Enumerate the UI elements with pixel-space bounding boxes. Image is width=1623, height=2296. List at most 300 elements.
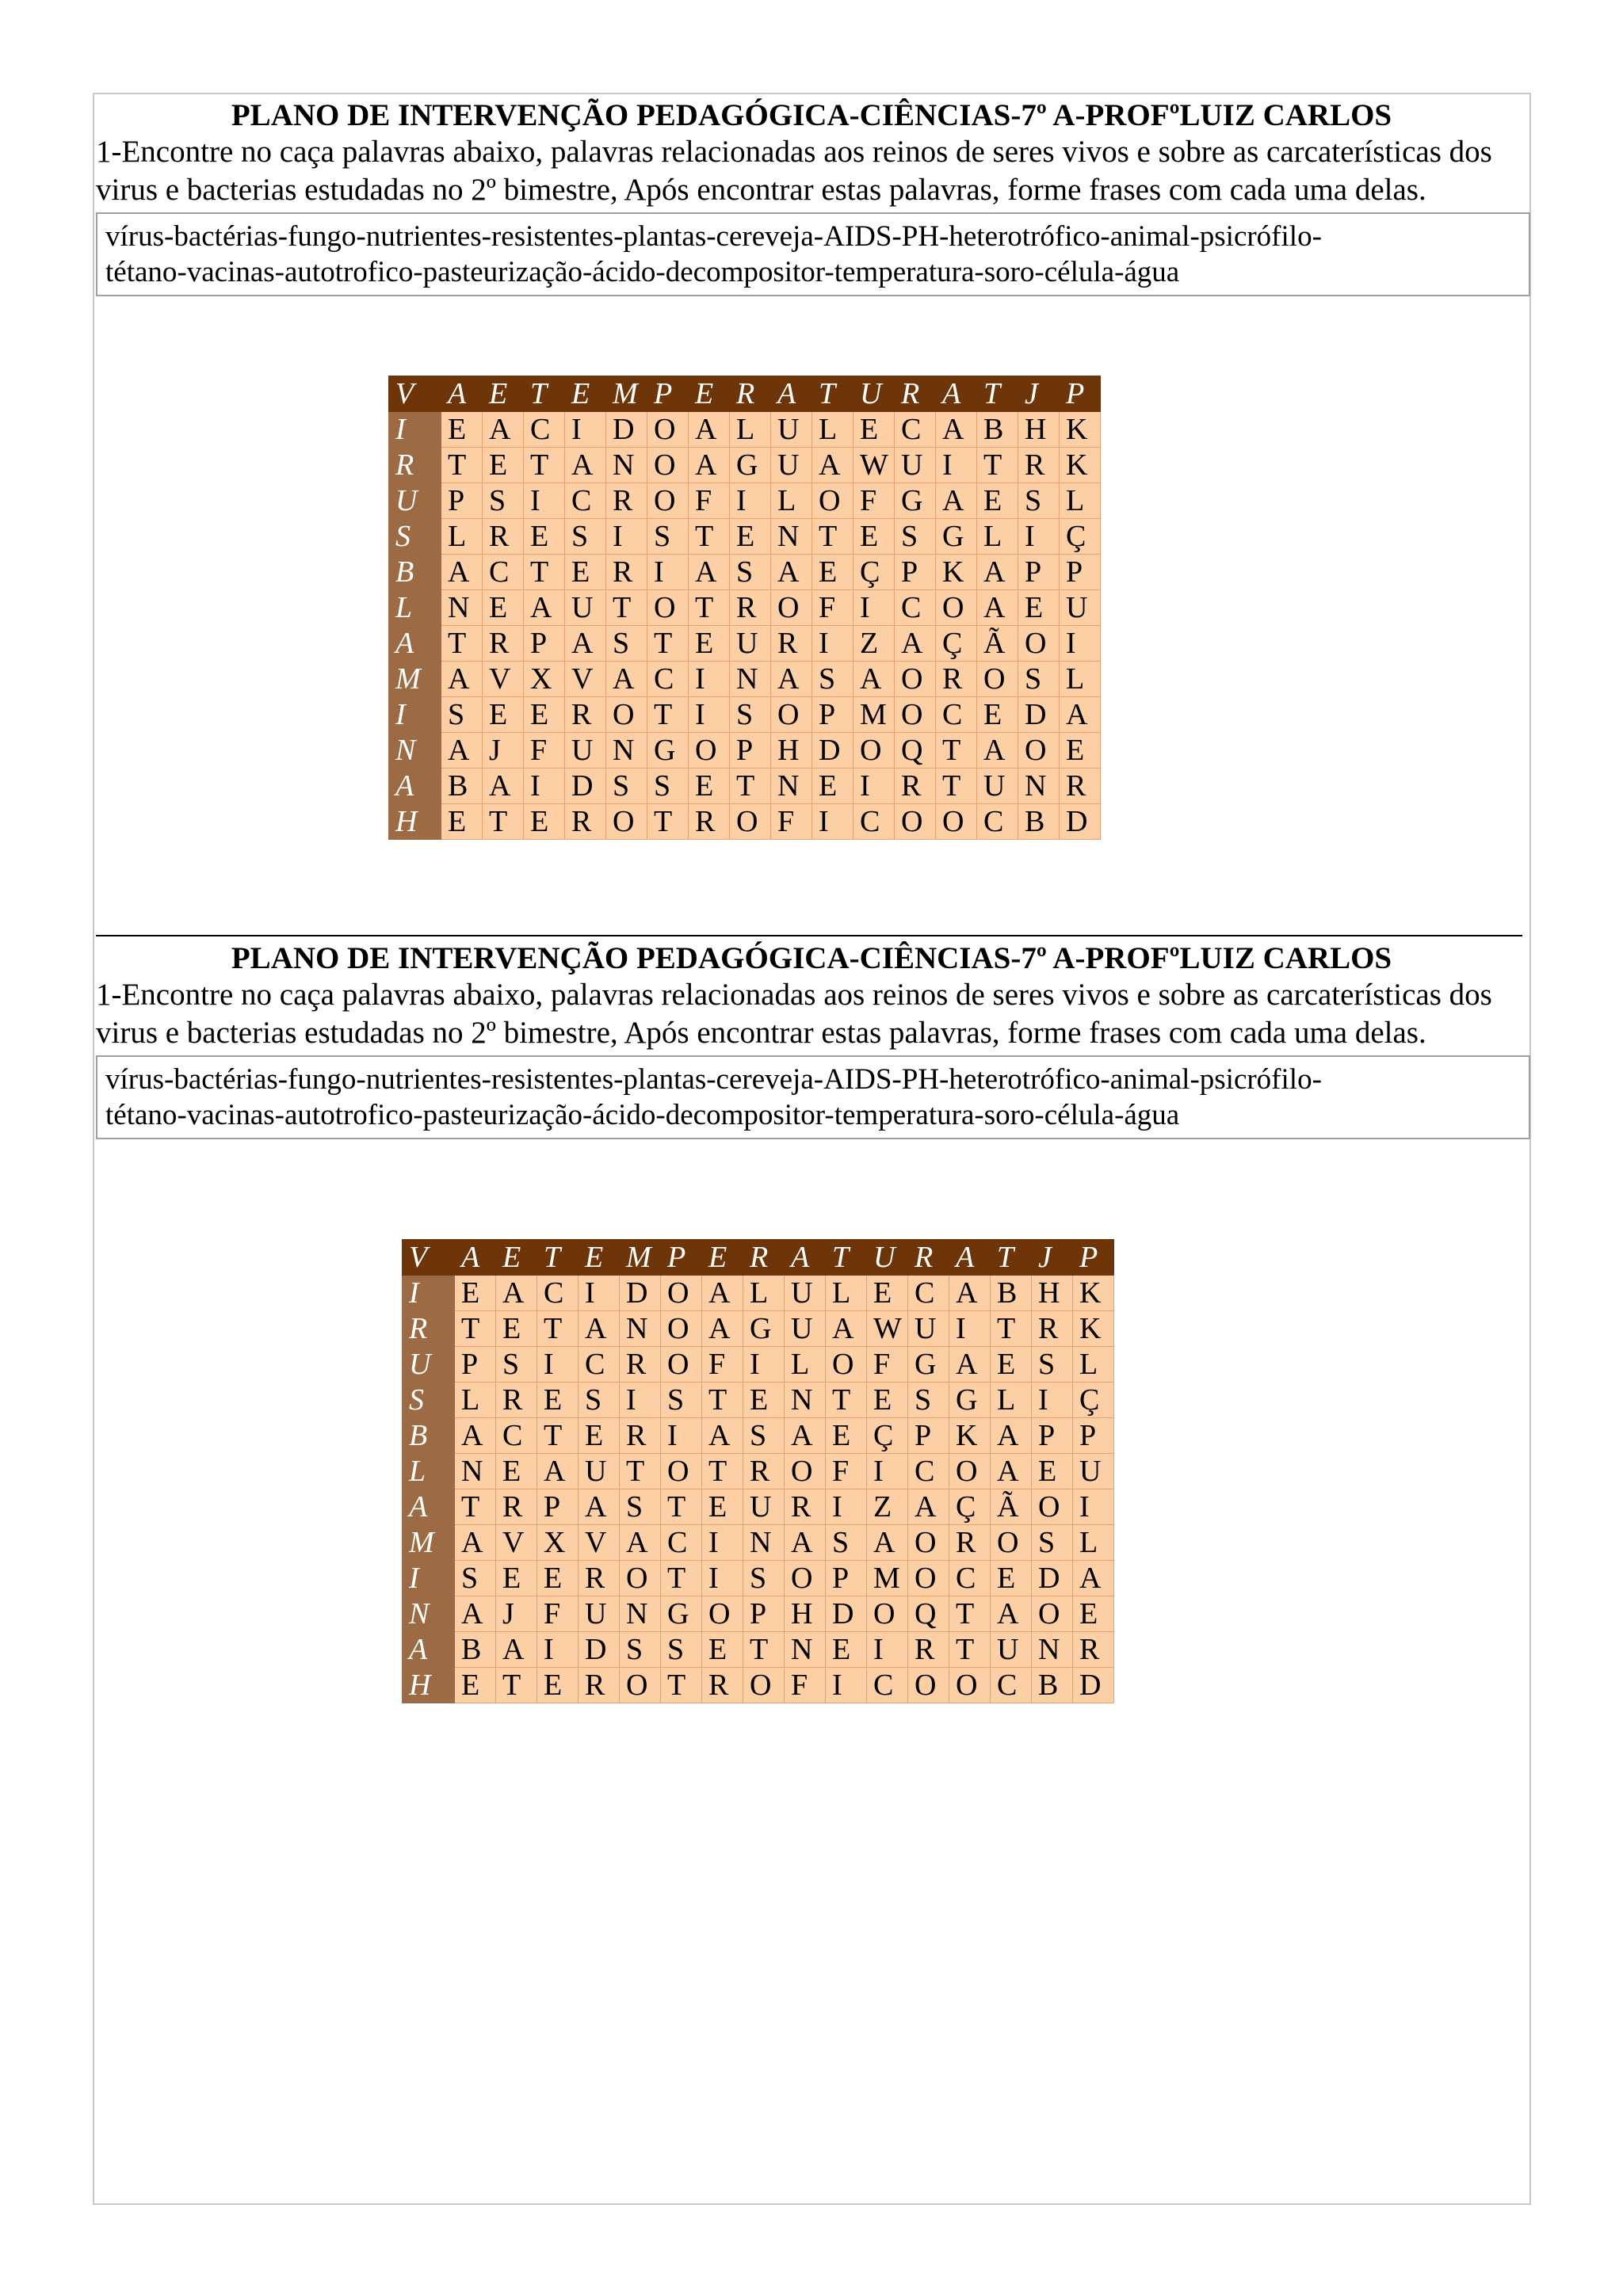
grid-cell: E	[496, 1454, 537, 1489]
grid-cell: T	[524, 555, 565, 590]
grid-cell: I	[812, 626, 854, 662]
grid-cell: E	[689, 376, 730, 412]
grid-cell: D	[1060, 804, 1101, 840]
grid-cell: A	[496, 1632, 537, 1668]
grid-cell: O	[1018, 626, 1060, 662]
grid-cell: E	[537, 1561, 579, 1596]
grid-cell: T	[949, 1596, 991, 1632]
grid-cell: T	[537, 1311, 579, 1347]
grid-cell: R	[689, 804, 730, 840]
grid-cell: L	[1073, 1347, 1114, 1383]
grid-cell: H	[1032, 1276, 1073, 1311]
grid-cell: W	[867, 1311, 908, 1347]
grid-cell: Ã	[977, 626, 1018, 662]
grid-cell: T	[730, 769, 771, 804]
grid-cell: S	[496, 1347, 537, 1383]
grid-cell: T	[441, 448, 483, 483]
grid-row	[403, 1596, 1114, 1632]
grid-cell: V	[579, 1525, 620, 1561]
grid-cell: M	[389, 662, 441, 697]
grid-row	[389, 733, 1101, 769]
grid-cell: S	[579, 1383, 620, 1418]
grid-cell: O	[936, 590, 977, 626]
word-list-line-2: tétano-vacinas-autotrofico-pasteurização-ácido-decompositor-temperatura-soro-célula-água	[105, 1099, 1180, 1131]
grid-cell: D	[1018, 697, 1060, 733]
grid-cell: E	[483, 697, 524, 733]
grid-row	[389, 769, 1101, 804]
grid-cell: P	[1032, 1418, 1073, 1454]
grid-cell: A	[565, 448, 606, 483]
grid-cell: S	[606, 769, 647, 804]
grid-cell: E	[689, 769, 730, 804]
grid-cell: S	[661, 1632, 702, 1668]
grid-cell: G	[908, 1347, 949, 1383]
grid-cell: T	[661, 1489, 702, 1525]
grid-cell: R	[565, 804, 606, 840]
grid-cell: A	[689, 412, 730, 448]
grid-cell: M	[620, 1240, 661, 1276]
grid-cell: E	[702, 1489, 743, 1525]
grid-cell: N	[455, 1454, 496, 1489]
grid-cell: L	[785, 1347, 826, 1383]
grid-cell: O	[908, 1525, 949, 1561]
grid-cell: N	[785, 1632, 826, 1668]
grid-cell: G	[743, 1311, 785, 1347]
grid-cell: A	[977, 733, 1018, 769]
grid-cell: I	[1073, 1489, 1114, 1525]
grid-cell: C	[908, 1276, 949, 1311]
grid-cell: U	[403, 1347, 455, 1383]
grid-cell: A	[702, 1276, 743, 1311]
grid-row	[403, 1561, 1114, 1596]
grid-cell: R	[949, 1525, 991, 1561]
grid-cell: R	[483, 626, 524, 662]
grid-row	[389, 555, 1101, 590]
grid-cell: O	[785, 1561, 826, 1596]
grid-cell: P	[1018, 555, 1060, 590]
grid-cell: U	[785, 1311, 826, 1347]
worksheet-title: PLANO DE INTERVENÇÃO PEDAGÓGICA-CIÊNCIAS-7º A-PROFºLUIZ CARLOS	[231, 941, 1392, 975]
grid-cell: E	[977, 697, 1018, 733]
grid-cell: R	[908, 1632, 949, 1668]
grid-cell: C	[579, 1347, 620, 1383]
grid-cell: T	[812, 519, 854, 555]
grid-cell: T	[606, 590, 647, 626]
grid-cell: T	[661, 1668, 702, 1703]
grid-cell: N	[1032, 1632, 1073, 1668]
grid-cell: O	[895, 804, 936, 840]
grid-cell: P	[730, 733, 771, 769]
grid-cell: N	[606, 733, 647, 769]
grid-cell: O	[606, 804, 647, 840]
grid-cell: R	[389, 448, 441, 483]
grid-cell: O	[647, 448, 689, 483]
grid-cell: O	[620, 1668, 661, 1703]
grid-cell: O	[812, 483, 854, 519]
grid-cell: I	[606, 519, 647, 555]
word-search-grid-1	[388, 376, 1101, 840]
grid-cell: S	[606, 626, 647, 662]
grid-cell: H	[389, 804, 441, 840]
grid-cell: W	[854, 448, 895, 483]
grid-cell: E	[867, 1383, 908, 1418]
grid-cell: I	[647, 555, 689, 590]
grid-cell: N	[403, 1596, 455, 1632]
grid-cell: L	[826, 1276, 867, 1311]
grid-cell: H	[1018, 412, 1060, 448]
grid-cell: L	[812, 412, 854, 448]
grid-cell: N	[620, 1311, 661, 1347]
grid-cell: O	[867, 1596, 908, 1632]
grid-cell: O	[1032, 1489, 1073, 1525]
grid-cell: H	[785, 1596, 826, 1632]
grid-cell: I	[854, 590, 895, 626]
grid-cell: T	[483, 804, 524, 840]
grid-row	[389, 697, 1101, 733]
grid-cell: A	[895, 626, 936, 662]
grid-cell: E	[991, 1561, 1032, 1596]
grid-cell: E	[524, 804, 565, 840]
grid-row	[389, 804, 1101, 840]
grid-cell: A	[389, 769, 441, 804]
grid-cell: C	[895, 412, 936, 448]
grid-cell: P	[661, 1240, 702, 1276]
grid-cell: O	[977, 662, 1018, 697]
grid-cell: U	[743, 1489, 785, 1525]
grid-cell: S	[620, 1632, 661, 1668]
grid-cell: U	[565, 733, 606, 769]
grid-cell: E	[565, 376, 606, 412]
grid-cell: O	[702, 1596, 743, 1632]
grid-cell: U	[895, 448, 936, 483]
grid-cell: A	[606, 662, 647, 697]
grid-cell: P	[1060, 376, 1101, 412]
grid-cell: K	[936, 555, 977, 590]
grid-cell: S	[647, 769, 689, 804]
grid-cell: P	[908, 1418, 949, 1454]
grid-cell: L	[991, 1383, 1032, 1418]
grid-cell: G	[895, 483, 936, 519]
grid-row	[403, 1347, 1114, 1383]
grid-cell: S	[647, 519, 689, 555]
grid-cell: J	[496, 1596, 537, 1632]
grid-cell: L	[441, 519, 483, 555]
grid-cell: H	[403, 1668, 455, 1703]
grid-cell: I	[537, 1347, 579, 1383]
grid-cell: R	[620, 1418, 661, 1454]
grid-cell: T	[537, 1418, 579, 1454]
grid-cell: E	[702, 1632, 743, 1668]
grid-cell: E	[977, 483, 1018, 519]
grid-cell: A	[455, 1418, 496, 1454]
grid-cell: G	[730, 448, 771, 483]
grid-cell: B	[991, 1276, 1032, 1311]
grid-cell: A	[403, 1489, 455, 1525]
grid-cell: E	[826, 1632, 867, 1668]
grid-cell: K	[1073, 1276, 1114, 1311]
grid-cell: O	[661, 1454, 702, 1489]
grid-cell: E	[537, 1668, 579, 1703]
grid-cell: O	[661, 1311, 702, 1347]
grid-cell: E	[441, 412, 483, 448]
grid-cell: T	[455, 1489, 496, 1525]
grid-cell: N	[730, 662, 771, 697]
grid-cell: S	[1018, 662, 1060, 697]
worksheet-title: PLANO DE INTERVENÇÃO PEDAGÓGICA-CIÊNCIAS-7º A-PROFºLUIZ CARLOS	[231, 98, 1392, 132]
grid-cell: R	[908, 1240, 949, 1276]
grid-cell: E	[565, 555, 606, 590]
word-list-line-1: vírus-bactérias-fungo-nutrientes-resistentes-plantas-cereveja-AIDS-PH-heterotrófico-animal-psicrófilo-	[105, 1063, 1322, 1096]
grid-cell: I	[389, 697, 441, 733]
grid-cell: S	[1032, 1347, 1073, 1383]
grid-cell: U	[1073, 1454, 1114, 1489]
grid-cell: S	[895, 519, 936, 555]
grid-row	[403, 1489, 1114, 1525]
grid-cell: O	[743, 1668, 785, 1703]
grid-cell: P	[1073, 1240, 1114, 1276]
grid-header-row	[389, 376, 1101, 412]
grid-cell: B	[977, 412, 1018, 448]
grid-cell: T	[936, 769, 977, 804]
grid-cell: E	[441, 804, 483, 840]
grid-cell: E	[496, 1561, 537, 1596]
grid-cell: K	[949, 1418, 991, 1454]
grid-cell: U	[785, 1276, 826, 1311]
grid-cell: E	[812, 769, 854, 804]
grid-cell: R	[496, 1489, 537, 1525]
grid-cell: R	[620, 1347, 661, 1383]
grid-cell: F	[524, 733, 565, 769]
grid-cell: S	[1032, 1525, 1073, 1561]
grid-cell: I	[537, 1632, 579, 1668]
grid-cell: D	[826, 1596, 867, 1632]
grid-cell: R	[771, 626, 812, 662]
worksheet-section-1	[96, 98, 1527, 296]
grid-cell: R	[1073, 1632, 1114, 1668]
grid-cell: I	[1060, 626, 1101, 662]
grid-cell: C	[977, 804, 1018, 840]
grid-cell: A	[867, 1525, 908, 1561]
grid-cell: A	[771, 662, 812, 697]
grid-cell: C	[565, 483, 606, 519]
grid-cell: R	[936, 662, 977, 697]
grid-cell: O	[826, 1347, 867, 1383]
grid-cell: E	[483, 376, 524, 412]
grid-cell: S	[661, 1383, 702, 1418]
grid-cell: P	[812, 697, 854, 733]
grid-cell: A	[949, 1276, 991, 1311]
grid-row	[403, 1454, 1114, 1489]
grid-cell: F	[689, 483, 730, 519]
grid-cell: M	[854, 697, 895, 733]
grid-cell: A	[977, 590, 1018, 626]
grid-cell: S	[743, 1418, 785, 1454]
grid-cell: O	[908, 1561, 949, 1596]
word-list-box	[96, 1055, 1530, 1139]
grid-cell: E	[867, 1276, 908, 1311]
grid-cell: L	[1073, 1525, 1114, 1561]
grid-cell: O	[949, 1668, 991, 1703]
grid-cell: T	[949, 1632, 991, 1668]
grid-cell: N	[771, 769, 812, 804]
grid-cell: Z	[854, 626, 895, 662]
grid-cell: E	[496, 1311, 537, 1347]
grid-cell: R	[702, 1668, 743, 1703]
grid-cell: T	[743, 1632, 785, 1668]
grid-cell: A	[483, 769, 524, 804]
grid-row	[389, 662, 1101, 697]
grid-cell: U	[771, 448, 812, 483]
grid-cell: R	[579, 1561, 620, 1596]
grid-cell: C	[647, 662, 689, 697]
grid-cell: E	[689, 626, 730, 662]
grid-cell: R	[565, 697, 606, 733]
grid-cell: I	[702, 1561, 743, 1596]
grid-cell: T	[524, 376, 565, 412]
grid-cell: R	[743, 1240, 785, 1276]
grid-cell: M	[606, 376, 647, 412]
grid-cell: S	[441, 697, 483, 733]
grid-row	[403, 1525, 1114, 1561]
grid-cell: O	[661, 1276, 702, 1311]
grid-cell: C	[949, 1561, 991, 1596]
grid-cell: V	[483, 662, 524, 697]
grid-cell: K	[1060, 412, 1101, 448]
grid-cell: R	[1032, 1311, 1073, 1347]
grid-cell: O	[908, 1668, 949, 1703]
grid-cell: X	[537, 1525, 579, 1561]
grid-cell: A	[936, 376, 977, 412]
grid-cell: I	[689, 662, 730, 697]
grid-cell: A	[854, 662, 895, 697]
grid-cell: A	[771, 555, 812, 590]
grid-cell: I	[812, 804, 854, 840]
grid-cell: S	[403, 1383, 455, 1418]
grid-cell: R	[895, 376, 936, 412]
grid-cell: L	[455, 1383, 496, 1418]
grid-cell: U	[1060, 590, 1101, 626]
grid-cell: K	[1060, 448, 1101, 483]
grid-cell: S	[1018, 483, 1060, 519]
grid-cell: I	[403, 1276, 455, 1311]
grid-cell: G	[936, 519, 977, 555]
grid-cell: G	[949, 1383, 991, 1418]
grid-cell: N	[606, 448, 647, 483]
grid-cell: A	[441, 733, 483, 769]
grid-cell: I	[936, 448, 977, 483]
grid-cell: O	[854, 733, 895, 769]
grid-cell: P	[455, 1347, 496, 1383]
grid-cell: D	[1073, 1668, 1114, 1703]
grid-cell: T	[689, 590, 730, 626]
grid-cell: D	[606, 412, 647, 448]
grid-cell: P	[537, 1489, 579, 1525]
grid-cell: I	[620, 1383, 661, 1418]
grid-cell: X	[524, 662, 565, 697]
grid-cell: I	[730, 483, 771, 519]
grid-cell: A	[483, 412, 524, 448]
worksheet-section-2	[96, 941, 1527, 1139]
grid-cell: H	[771, 733, 812, 769]
grid-cell: A	[441, 662, 483, 697]
grid-cell: D	[620, 1276, 661, 1311]
grid-cell: A	[949, 1240, 991, 1276]
grid-row	[403, 1632, 1114, 1668]
grid-cell: A	[441, 376, 483, 412]
grid-cell: Ç	[1060, 519, 1101, 555]
grid-cell: I	[826, 1668, 867, 1703]
grid-cell: A	[702, 1418, 743, 1454]
grid-cell: E	[579, 1418, 620, 1454]
grid-cell: Ç	[1073, 1383, 1114, 1418]
grid-cell: E	[743, 1383, 785, 1418]
grid-cell: I	[867, 1454, 908, 1489]
grid-cell: O	[991, 1525, 1032, 1561]
grid-cell: S	[826, 1525, 867, 1561]
grid-cell: T	[537, 1240, 579, 1276]
grid-cell: I	[524, 769, 565, 804]
grid-cell: V	[403, 1240, 455, 1276]
grid-cell: N	[389, 733, 441, 769]
grid-cell: P	[441, 483, 483, 519]
grid-cell: M	[403, 1525, 455, 1561]
grid-cell: B	[455, 1632, 496, 1668]
grid-cell: B	[389, 555, 441, 590]
grid-cell: A	[785, 1525, 826, 1561]
grid-cell: C	[537, 1276, 579, 1311]
grid-row	[403, 1668, 1114, 1703]
grid-cell: A	[1073, 1561, 1114, 1596]
grid-cell: S	[743, 1561, 785, 1596]
grid-cell: A	[579, 1489, 620, 1525]
grid-cell: A	[455, 1525, 496, 1561]
grid-cell: O	[647, 590, 689, 626]
grid-cell: E	[537, 1383, 579, 1418]
grid-cell: A	[524, 590, 565, 626]
grid-cell: E	[483, 590, 524, 626]
grid-cell: U	[908, 1311, 949, 1347]
grid-cell: S	[389, 519, 441, 555]
grid-cell: T	[977, 376, 1018, 412]
grid-cell: O	[936, 804, 977, 840]
grid-row	[389, 519, 1101, 555]
grid-cell: I	[524, 483, 565, 519]
grid-cell: A	[689, 555, 730, 590]
grid-cell: O	[661, 1347, 702, 1383]
grid-cell: A	[441, 555, 483, 590]
grid-cell: E	[1018, 590, 1060, 626]
grid-cell: S	[565, 519, 606, 555]
grid-cell: S	[812, 662, 854, 697]
grid-cell: U	[565, 590, 606, 626]
grid-cell: R	[606, 483, 647, 519]
grid-cell: B	[1018, 804, 1060, 840]
grid-cell: R	[1060, 769, 1101, 804]
grid-cell: E	[730, 519, 771, 555]
grid-cell: N	[785, 1383, 826, 1418]
grid-cell: I	[949, 1311, 991, 1347]
grid-cell: I	[689, 697, 730, 733]
grid-cell: B	[1032, 1668, 1073, 1703]
grid-cell: T	[991, 1311, 1032, 1347]
grid-cell: A	[537, 1454, 579, 1489]
grid-cell: R	[1018, 448, 1060, 483]
grid-cell: C	[991, 1668, 1032, 1703]
instruction-text: 1-Encontre no caça palavras abaixo, palavras relacionadas aos reinos de seres vivos e sobre as carcaterísticas dos virus e bacterias estudadas no 2º bimestre, Após encontrar estas palavras, forme frases com cada uma delas.	[96, 135, 1492, 207]
grid-cell: N	[771, 519, 812, 555]
grid-cell: T	[702, 1383, 743, 1418]
grid-cell: O	[1018, 733, 1060, 769]
